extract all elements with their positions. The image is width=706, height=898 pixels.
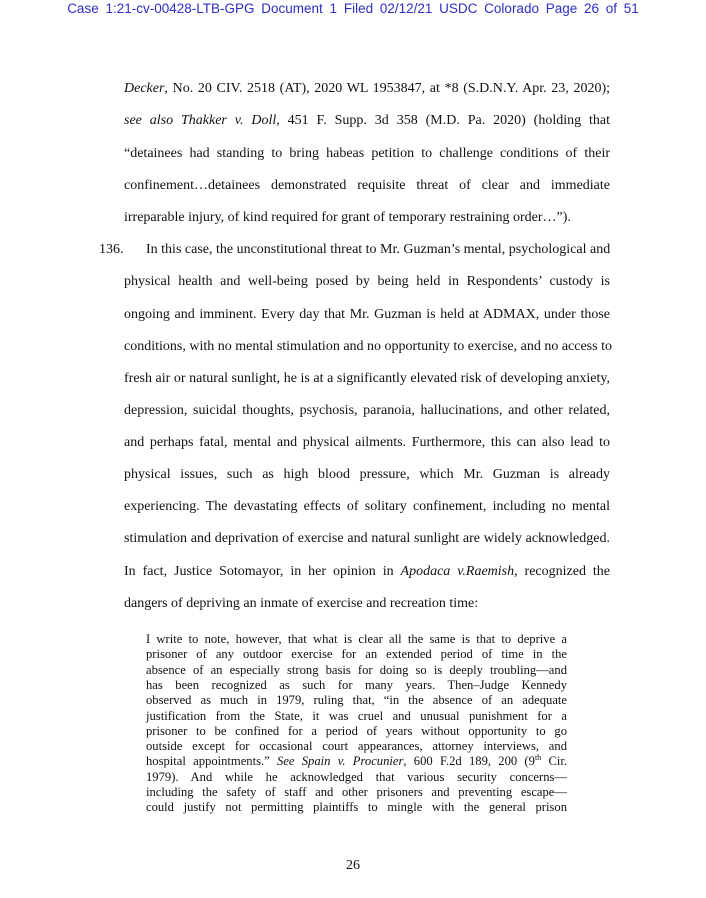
page-number: 26: [346, 858, 360, 873]
text-run: prisoner of any outdoor exercise for an extended period of time in the: [146, 647, 567, 661]
text-line: [124, 434, 610, 452]
text-line: [146, 241, 610, 259]
text-line: [124, 112, 610, 130]
text-run: , recognized the: [514, 564, 611, 579]
text-run: stimulation and deprivation of exercise and natural sunlight are widely acknowledged.: [124, 531, 610, 546]
quote-line: [146, 663, 567, 678]
case-number: Case 1:21-cv-00428-LTB-GPG: [67, 1, 255, 16]
text-run: I write to note, however, that what is clear all the same is that to deprive a: [146, 632, 567, 646]
text-run: , No. 20 CIV. 2518 (AT), 2020 WL 1953847, at *8 (S.D.N.Y. Apr. 23, 2020);: [164, 81, 610, 96]
case-citation: Decker: [124, 81, 165, 96]
quote-line: [146, 632, 567, 647]
text-run: , 451 F. Supp. 3d 358 (M.D. Pa. 2020) (holding that: [276, 113, 610, 128]
text-run: justification from the State, it was cruel and unusual punishment for a: [146, 709, 567, 723]
text-run: including the safety of staff and other prisoners and preventing escape—: [146, 785, 567, 799]
quote-line: [146, 709, 567, 724]
text-run: outside except for occasional court appearances, attorney interviews, and: [146, 739, 567, 753]
text-run: could justify not permitting plaintiffs to mingle with the general prison: [146, 800, 567, 814]
text-run: 1979). And while he acknowledged that various security concerns—: [146, 770, 567, 784]
ordinal-suffix: th: [534, 752, 542, 762]
text-run: Cir.: [541, 754, 567, 768]
text-run: fresh air or natural sunlight, he is at a significantly elevated risk of developing anxiety,: [124, 371, 610, 386]
text-run: In fact, Justice Sotomayor, in her opinion in: [124, 564, 401, 579]
text-run: ongoing and imminent. Every day that Mr. Guzman is held at ADMAX, under those: [124, 307, 610, 322]
ecf-header: [0, 0, 706, 18]
text-run: observed as much in 1979, ruling that, “in the absence of an adequate: [146, 693, 567, 707]
text-line: [124, 530, 610, 548]
case-citation: see also Thakker v. Doll: [124, 113, 277, 128]
quote-line: [146, 693, 567, 708]
filed-date: Filed 02/12/21: [343, 1, 433, 16]
text-run: In this case, the unconstitutional threat to Mr. Guzman’s mental, psychological and: [146, 242, 611, 257]
text-line: [124, 177, 610, 195]
paragraph-number: 136.: [99, 242, 124, 257]
text-run: physical issues, such as high blood pressure, which Mr. Guzman is already: [124, 467, 610, 482]
page-indicator: Page 26 of 51: [545, 1, 639, 16]
quote-line: [146, 678, 567, 693]
text-line: [124, 402, 610, 420]
text-line: [124, 563, 610, 581]
case-citation: See Spain v. Procunier: [277, 754, 404, 768]
text-run: absence of an especially strong basis for doing so is deeply troubling—and: [146, 663, 567, 677]
text-run: hospital appointments.”: [146, 754, 278, 768]
quote-line: [146, 770, 567, 785]
text-run: , 600 F.2d 189, 200 (9: [403, 754, 535, 768]
text-line: [124, 273, 610, 291]
case-citation: Apodaca v.Raemish: [400, 564, 515, 579]
text-line: [124, 595, 610, 613]
court-name: USDC Colorado: [439, 1, 539, 16]
text-run: irreparable injury, of kind required for grant of temporary restraining order…”).: [124, 210, 571, 225]
text-run: experiencing. The devastating effects of solitary confinement, including no mental: [124, 499, 610, 514]
text-line: [124, 209, 610, 227]
quote-line: [146, 647, 567, 662]
text-line: [124, 498, 610, 516]
text-run: has been recognized as such for many years. Then–Judge Kennedy: [146, 678, 567, 692]
quote-line: [146, 785, 567, 800]
text-run: “detainees had standing to bring habeas petition to challenge conditions of their: [124, 146, 610, 161]
text-run: confinement…detainees demonstrated requisite threat of clear and immediate: [124, 178, 610, 193]
quote-line: [146, 800, 567, 815]
text-run: and perhaps fatal, mental and physical ailments. Furthermore, this can also lead to: [124, 435, 610, 450]
text-run: conditions, with no mental stimulation and no opportunity to exercise, and no access to: [124, 339, 612, 354]
quote-line: [146, 724, 567, 739]
text-line: [124, 80, 610, 98]
text-run: prisoner to be confined for a period of years without opportunity to go: [146, 724, 567, 738]
text-line: [124, 306, 610, 324]
text-line: [124, 338, 610, 356]
quote-line: [146, 754, 567, 769]
text-run: depression, suicidal thoughts, psychosis, paranoia, hallucinations, and other related,: [124, 403, 610, 418]
text-run: physical health and well-being posed by being held in Respondents’ custody is: [124, 274, 610, 289]
text-run: dangers of depriving an inmate of exercise and recreation time:: [124, 596, 479, 611]
text-line: [124, 466, 610, 484]
quote-line: [146, 739, 567, 754]
text-line: [124, 370, 610, 388]
text-line: [124, 145, 610, 163]
document-number: Document 1: [261, 1, 338, 16]
